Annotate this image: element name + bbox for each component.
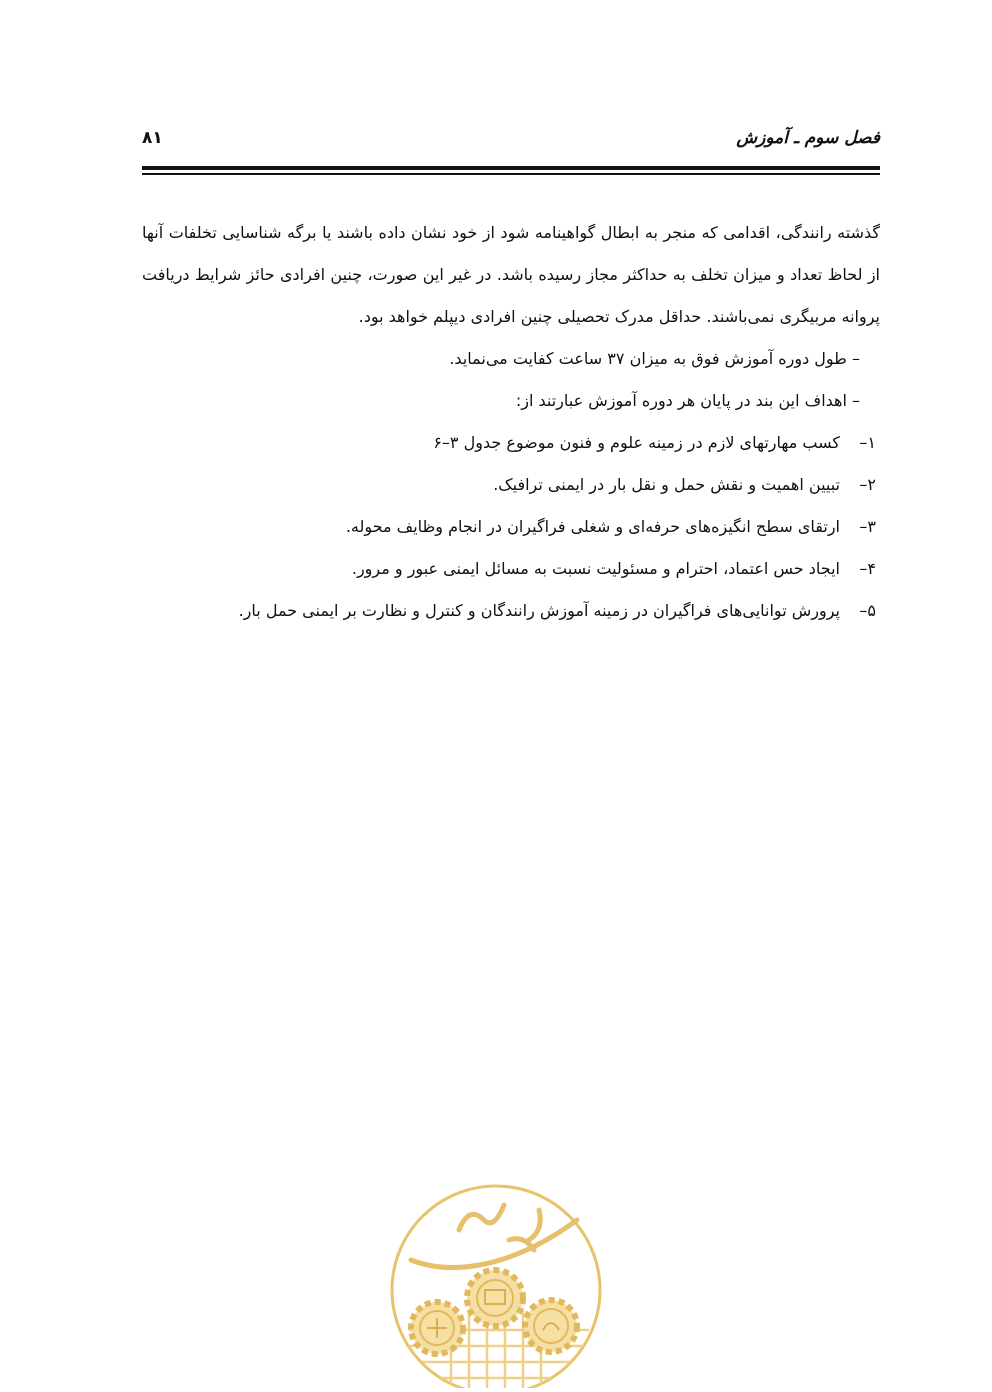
list-item-number: ۵– [859,601,876,620]
list-item-text: پرورش توانایی‌های فراگیران در زمینه آموزش رانندگان و کنترل و نظارت بر ایمنی حمل بار. [238,601,840,620]
goals-list [142,422,880,632]
page-number: ۸۱ [142,128,163,148]
list-item [142,506,880,548]
list-item-text: ارتقای سطح انگیزه‌های حرفه‌ای و شغلی فراگیران در انجام وظایف محوله. [345,517,840,536]
seal-icon [389,1180,603,1388]
header-rule-thin [142,173,880,175]
page-header [142,120,880,170]
list-item-number: ۳– [859,517,876,536]
list-item [142,548,880,590]
watermark-logo [389,1180,603,1388]
chapter-title: فصل سوم ـ آموزش [736,128,880,148]
list-item-number: ۴– [859,559,876,578]
header-rule-thick [142,166,880,170]
list-item [142,422,880,464]
list-item-text: کسب مهارتهای لازم در زمینه علوم و فنون موضوع جدول ۳–۶ [433,433,840,452]
list-item-text: تبیین اهمیت و نقش حمل و نقل بار در ایمنی ترافیک. [493,475,840,494]
list-item [142,590,880,632]
page-body [142,212,880,632]
goals-intro: – اهداف این بند در پایان هر دوره آموزش عبارتند از: [515,391,860,410]
list-item-text: ایجاد حس اعتماد، احترام و مسئولیت نسبت به مسائل ایمنی عبور و مرور. [351,559,840,578]
list-item-number: ۱– [859,433,876,452]
list-item [142,464,880,506]
body-paragraph: گذشته رانندگی، اقدامی که منجر به ابطال گواهینامه شود از خود نشان داده باشند یا برگه شناسایی تخلفات آنها از لحاظ تعداد و میزان تخلف به حداکثر مجاز رسیده باشد. در غیر این صورت، چنین افرادی حائز شرایط دریافت پروانه مربیگری نمی‌باشند. حداقل مدرک تحصیلی چنین افرادی دیپلم خواهد بود. [142,223,880,326]
duration-line: – طول دوره آموزش فوق به میزان ۳۷ ساعت کفایت می‌نماید. [449,349,860,368]
list-item-number: ۲– [859,475,876,494]
